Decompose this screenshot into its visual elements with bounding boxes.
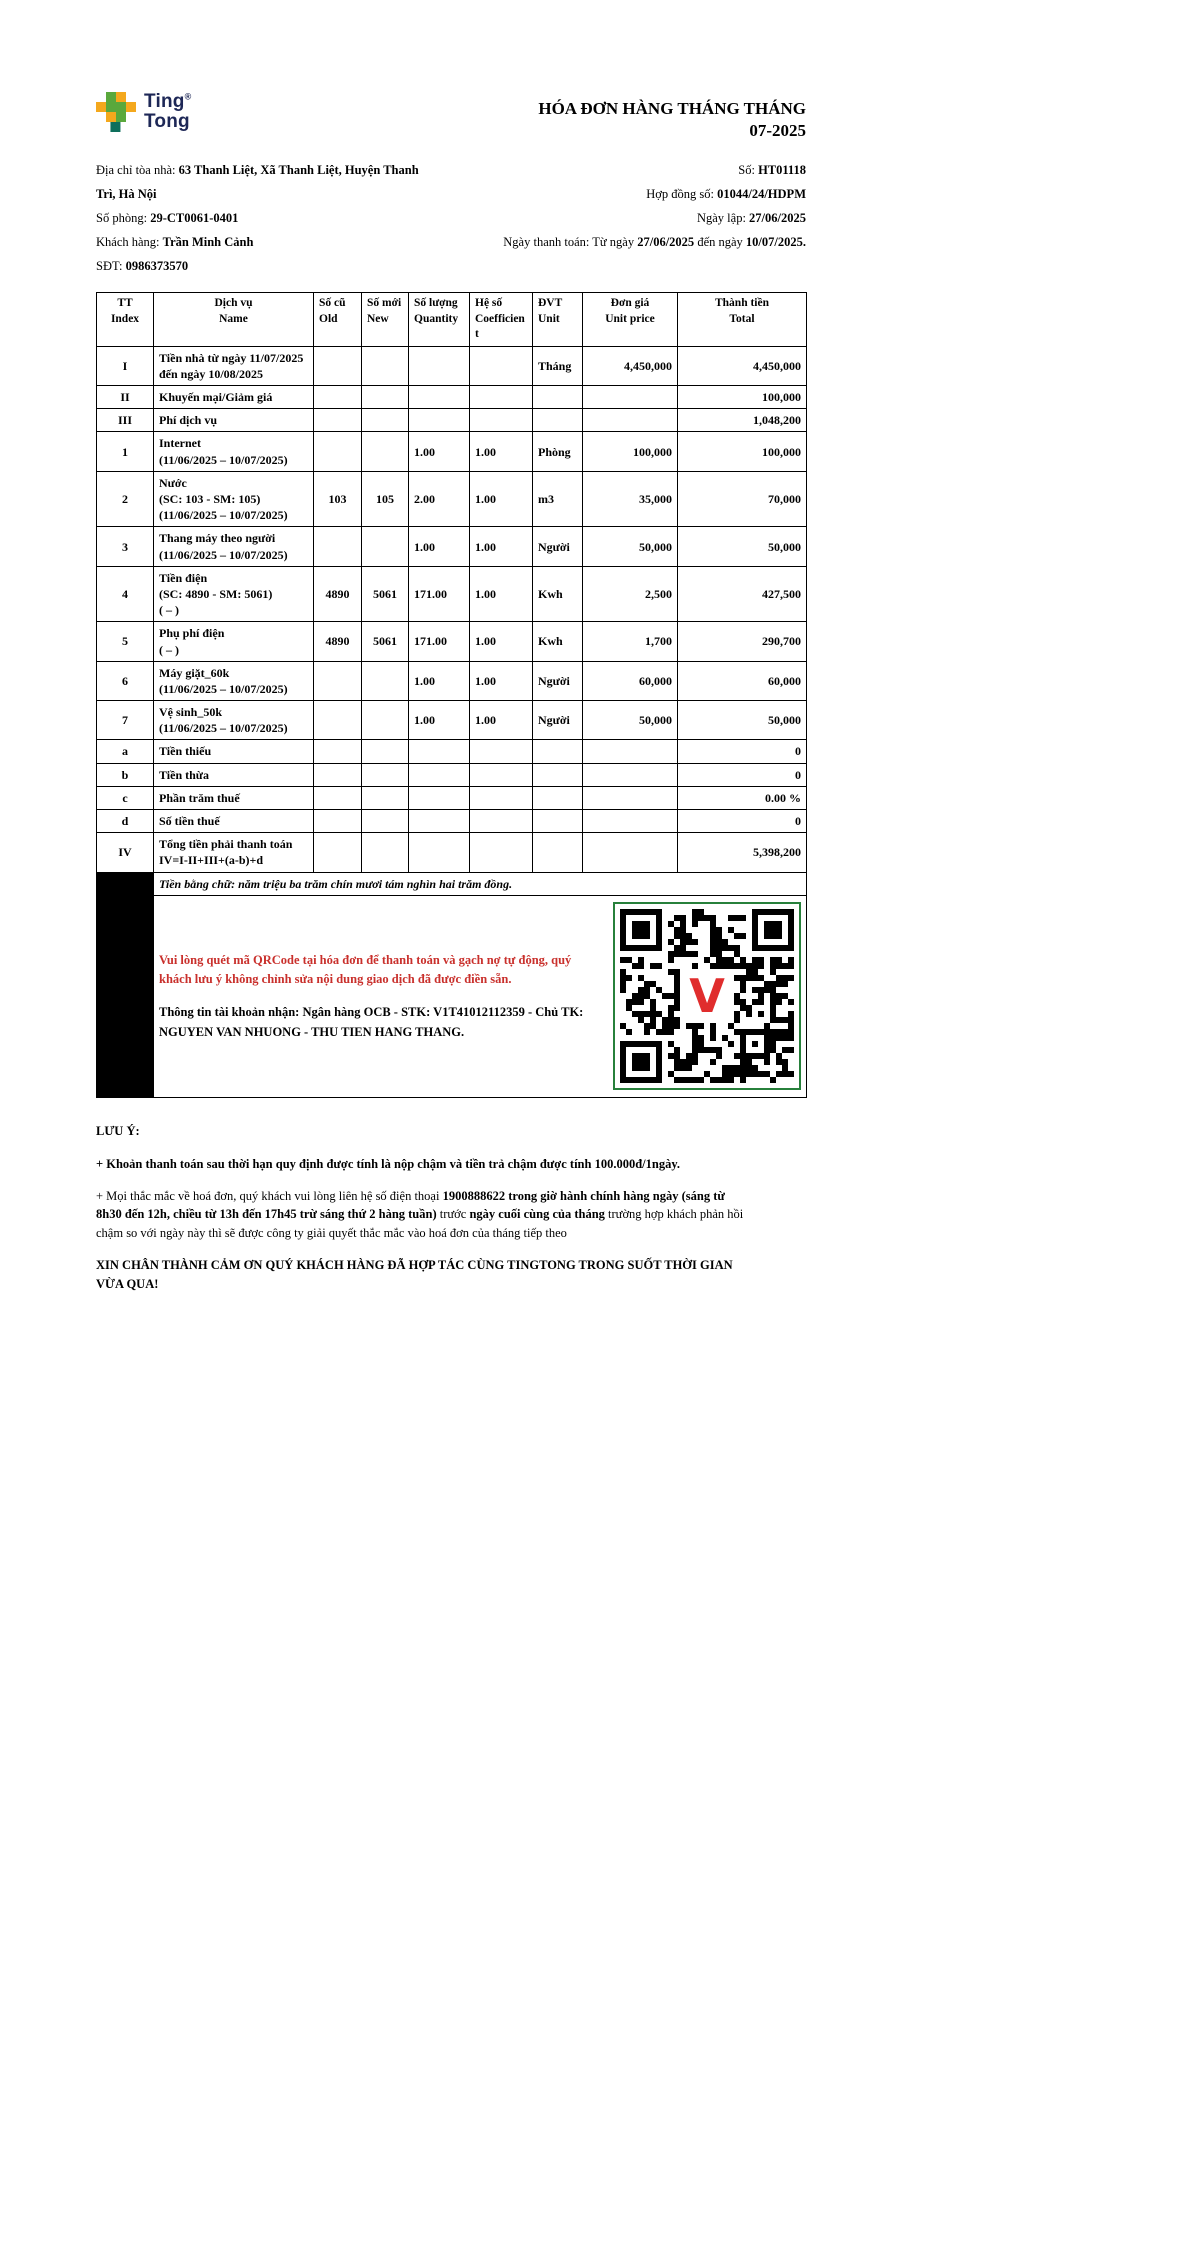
table-row-7 (97, 701, 807, 740)
cell-new (362, 661, 409, 700)
cell-name: Phụ phí điện ( – ) (154, 622, 314, 661)
cell-unit: Kwh (533, 622, 583, 661)
cell-old (314, 786, 362, 809)
customer-phone: SĐT: 0986373570 (96, 259, 189, 274)
cell-tt: a (97, 740, 154, 763)
cell-new (362, 701, 409, 740)
cell-total: 70,000 (678, 471, 807, 527)
cell-total: 1,048,200 (678, 409, 807, 432)
table-row-6 (97, 661, 807, 700)
cell-total: 60,000 (678, 661, 807, 700)
cell-old: 103 (314, 471, 362, 527)
cell-qty: 2.00 (409, 471, 470, 527)
cell-price (583, 386, 678, 409)
amount-in-words: Tiền bằng chữ: năm triệu ba trăm chín mươi tám nghìn hai trăm đồng. (154, 872, 807, 895)
issue-date: Ngày lập: 27/06/2025 (696, 211, 806, 226)
cell-coeff: 1.00 (470, 527, 533, 566)
cell-price: 100,000 (583, 432, 678, 471)
cell-new (362, 810, 409, 833)
cell-coeff (470, 833, 533, 872)
cell-name: Tiền thiếu (154, 740, 314, 763)
cell-qty: 1.00 (409, 661, 470, 700)
qr-section-cell (154, 895, 807, 1097)
invoice-page (96, 92, 806, 1306)
cell-qty (409, 346, 470, 385)
invoice-meta (476, 158, 806, 278)
cell-price (583, 786, 678, 809)
cell-tt: 4 (97, 566, 154, 622)
filled-cell (97, 895, 154, 1097)
cell-name: Phần trăm thuế (154, 786, 314, 809)
cell-unit: Người (533, 701, 583, 740)
cell-new: 5061 (362, 622, 409, 661)
cell-unit: m3 (533, 471, 583, 527)
table-row-III (97, 409, 807, 432)
cell-name: Khuyến mại/Giảm giá (154, 386, 314, 409)
cell-new (362, 763, 409, 786)
cell-tt: 6 (97, 661, 154, 700)
cell-total: 290,700 (678, 622, 807, 661)
logo-line2: Tong (144, 110, 190, 132)
column-header: Số mới New (362, 293, 409, 347)
table-row-1 (97, 432, 807, 471)
table-header-row (97, 293, 807, 347)
column-header: Số lượng Quantity (409, 293, 470, 347)
cell-coeff: 1.00 (470, 661, 533, 700)
cell-total: 4,450,000 (678, 346, 807, 385)
cell-unit (533, 763, 583, 786)
cell-total: 0 (678, 763, 807, 786)
cell-total: 100,000 (678, 386, 807, 409)
tingtong-logo (96, 92, 191, 132)
cell-qty (409, 409, 470, 432)
amount-in-words-row (97, 872, 807, 895)
cell-price: 2,500 (583, 566, 678, 622)
cell-price: 35,000 (583, 471, 678, 527)
table-row-3 (97, 527, 807, 566)
late-payment-note: + Khoản thanh toán sau thời hạn quy định được tính là nộp chậm và tiền trả chậm được tính 100.000đ/1ngày. (96, 1156, 681, 1171)
column-header: ĐVT Unit (533, 293, 583, 347)
cell-unit (533, 833, 583, 872)
cell-old (314, 386, 362, 409)
qr-code (613, 902, 801, 1090)
cell-new (362, 786, 409, 809)
table-row-IV (97, 833, 807, 872)
invoice-number: Số: HT01118 (738, 163, 806, 178)
cell-price: 50,000 (583, 701, 678, 740)
cell-tt: c (97, 786, 154, 809)
cell-qty (409, 786, 470, 809)
cell-total: 0 (678, 740, 807, 763)
cell-total: 427,500 (678, 566, 807, 622)
cell-unit: Người (533, 661, 583, 700)
filled-cell (97, 872, 154, 895)
cell-name: Số tiền thuế (154, 810, 314, 833)
building-address: Địa chỉ tòa nhà: 63 Thanh Liệt, Xã Thanh Liệt, Huyện Thanh Trì, Hà Nội (96, 163, 419, 202)
cell-old: 4890 (314, 566, 362, 622)
qr-center-logo: V (689, 969, 725, 1024)
cell-unit (533, 386, 583, 409)
cell-new (362, 346, 409, 385)
cell-old (314, 661, 362, 700)
cell-qty: 1.00 (409, 701, 470, 740)
cell-old (314, 432, 362, 471)
cell-tt: II (97, 386, 154, 409)
cell-name: Nước (SC: 103 - SM: 105) (11/06/2025 – 10/07/2025) (154, 471, 314, 527)
qr-row (97, 895, 807, 1097)
cell-qty (409, 833, 470, 872)
cell-new (362, 740, 409, 763)
cell-price: 60,000 (583, 661, 678, 700)
cell-old (314, 763, 362, 786)
cell-price (583, 763, 678, 786)
qr-instructions (159, 951, 613, 1043)
thanks-note: XIN CHÂN THÀNH CẢM ƠN QUÝ KHÁCH HÀNG ĐÃ HỢP TÁC CÙNG TINGTONG TRONG SUỐT THỜI GIAN VỪA QUA! (96, 1257, 733, 1291)
column-header: Số cũ Old (314, 293, 362, 347)
cell-price (583, 409, 678, 432)
cell-tt: III (97, 409, 154, 432)
logo-wordmark (144, 92, 191, 132)
cell-tt: 7 (97, 701, 154, 740)
table-row-c (97, 786, 807, 809)
cell-unit (533, 740, 583, 763)
cell-total: 50,000 (678, 701, 807, 740)
cell-price (583, 740, 678, 763)
column-header: Dịch vụ Name (154, 293, 314, 347)
invoice-info (96, 158, 806, 278)
cell-price (583, 810, 678, 833)
registered-trademark: ® (184, 91, 192, 102)
cell-coeff: 1.00 (470, 432, 533, 471)
cell-old (314, 527, 362, 566)
table-row-2 (97, 471, 807, 527)
cell-tt: 2 (97, 471, 154, 527)
cell-new: 105 (362, 471, 409, 527)
cell-coeff: 1.00 (470, 566, 533, 622)
table-row-b (97, 763, 807, 786)
cell-new (362, 432, 409, 471)
cell-old (314, 346, 362, 385)
cell-new (362, 527, 409, 566)
invoice-table (96, 292, 807, 1098)
cell-unit: Người (533, 527, 583, 566)
cell-total: 0.00 % (678, 786, 807, 809)
cell-tt: IV (97, 833, 154, 872)
table-row-I (97, 346, 807, 385)
qr-pattern (620, 909, 794, 1083)
table-row-a (97, 740, 807, 763)
cell-coeff: 1.00 (470, 701, 533, 740)
cell-new (362, 386, 409, 409)
logo-line1: Ting (144, 91, 185, 112)
cell-coeff (470, 810, 533, 833)
cell-old (314, 409, 362, 432)
invoice-table-body (97, 346, 807, 872)
cell-old (314, 740, 362, 763)
cell-name: Máy giặt_60k (11/06/2025 – 10/07/2025) (154, 661, 314, 700)
cell-tt: d (97, 810, 154, 833)
cell-qty (409, 740, 470, 763)
cell-qty (409, 763, 470, 786)
customer-info (96, 158, 441, 278)
cell-tt: 5 (97, 622, 154, 661)
column-header: TT Index (97, 293, 154, 347)
cell-price: 1,700 (583, 622, 678, 661)
cell-tt: b (97, 763, 154, 786)
cell-old (314, 833, 362, 872)
cell-qty: 171.00 (409, 566, 470, 622)
cell-total: 0 (678, 810, 807, 833)
cell-unit: Phòng (533, 432, 583, 471)
contract-number: Hợp đồng số: 01044/24/HDPM (646, 187, 806, 202)
payment-period: Ngày thanh toán: Từ ngày 27/06/2025 đến ngày 10/07/2025. (503, 235, 806, 250)
notes-title: LƯU Ý: (96, 1123, 140, 1138)
cell-tt: 1 (97, 432, 154, 471)
cell-unit (533, 786, 583, 809)
qr-payment-notice: Vui lòng quét mã QRCode tại hóa đơn để thanh toán và gạch nợ tự động, quý khách lưu ý không chỉnh sửa nội dung giao dịch đã được điền sẵn. (159, 952, 572, 986)
column-header: Thành tiền Total (678, 293, 807, 347)
table-row-II (97, 386, 807, 409)
cell-coeff (470, 409, 533, 432)
cell-total: 50,000 (678, 527, 807, 566)
contact-note: + Mọi thắc mắc về hoá đơn, quý khách vui lòng liên hệ số điện thoại 1900888622 trong giờ hành chính hàng ngày (sáng từ 8h30 đến 12h, chiều từ 13h đến 17h45 trừ sáng thứ 2 hàng tuần) trước ngày cuối cùng của tháng trường hợp khách phản hồi chậm so với ngày này thì sẽ được công ty giải quyết thắc mắc vào hoá đơn của tháng tiếp theo (96, 1188, 744, 1241)
cell-name: Tổng tiền phải thanh toán IV=I-II+III+(a-b)+d (154, 833, 314, 872)
customer-name: Khách hàng: Trần Minh Cảnh (96, 235, 254, 250)
cell-qty: 1.00 (409, 432, 470, 471)
column-header: Hệ số Coefficient (470, 293, 533, 347)
cell-total: 100,000 (678, 432, 807, 471)
cell-tt: I (97, 346, 154, 385)
cell-new (362, 409, 409, 432)
cell-qty (409, 386, 470, 409)
bank-account-info: Thông tin tài khoản nhận: Ngân hàng OCB - STK: V1T41012112359 - Chủ TK: NGUYEN VAN NHUONG - THU TIEN HANG THANG. (159, 1005, 584, 1039)
cell-name: Tiền nhà từ ngày 11/07/2025 đến ngày 10/08/2025 (154, 346, 314, 385)
cell-old (314, 701, 362, 740)
cell-price (583, 833, 678, 872)
cell-qty (409, 810, 470, 833)
cell-name: Phí dịch vụ (154, 409, 314, 432)
table-row-5 (97, 622, 807, 661)
invoice-header (96, 92, 806, 142)
cell-unit (533, 409, 583, 432)
table-row-d (97, 810, 807, 833)
cell-name: Vệ sinh_50k (11/06/2025 – 10/07/2025) (154, 701, 314, 740)
cell-coeff (470, 786, 533, 809)
cell-coeff (470, 346, 533, 385)
column-header: Đơn giá Unit price (583, 293, 678, 347)
cell-name: Tiền thừa (154, 763, 314, 786)
cell-qty: 171.00 (409, 622, 470, 661)
cell-coeff (470, 386, 533, 409)
cell-coeff (470, 763, 533, 786)
invoice-table-footer (97, 872, 807, 1097)
cell-qty: 1.00 (409, 527, 470, 566)
cell-unit (533, 810, 583, 833)
cell-old (314, 810, 362, 833)
cell-name: Tiền điện (SC: 4890 - SM: 5061) ( – ) (154, 566, 314, 622)
cell-coeff: 1.00 (470, 622, 533, 661)
cell-tt: 3 (97, 527, 154, 566)
invoice-title: HÓA ĐƠN HÀNG THÁNG THÁNG 07-2025 (538, 99, 806, 141)
cell-unit: Tháng (533, 346, 583, 385)
table-row-4 (97, 566, 807, 622)
cell-new (362, 833, 409, 872)
cell-name: Thang máy theo người (11/06/2025 – 10/07/2025) (154, 527, 314, 566)
room-number: Số phòng: 29-CT0061-0401 (96, 211, 239, 226)
cell-new: 5061 (362, 566, 409, 622)
cell-price: 50,000 (583, 527, 678, 566)
cell-coeff: 1.00 (470, 471, 533, 527)
cell-total: 5,398,200 (678, 833, 807, 872)
invoice-notes (96, 1124, 751, 1294)
cell-unit: Kwh (533, 566, 583, 622)
cell-coeff (470, 740, 533, 763)
cell-name: Internet (11/06/2025 – 10/07/2025) (154, 432, 314, 471)
tingtong-logo-icon (96, 92, 136, 132)
cell-price: 4,450,000 (583, 346, 678, 385)
cell-old: 4890 (314, 622, 362, 661)
